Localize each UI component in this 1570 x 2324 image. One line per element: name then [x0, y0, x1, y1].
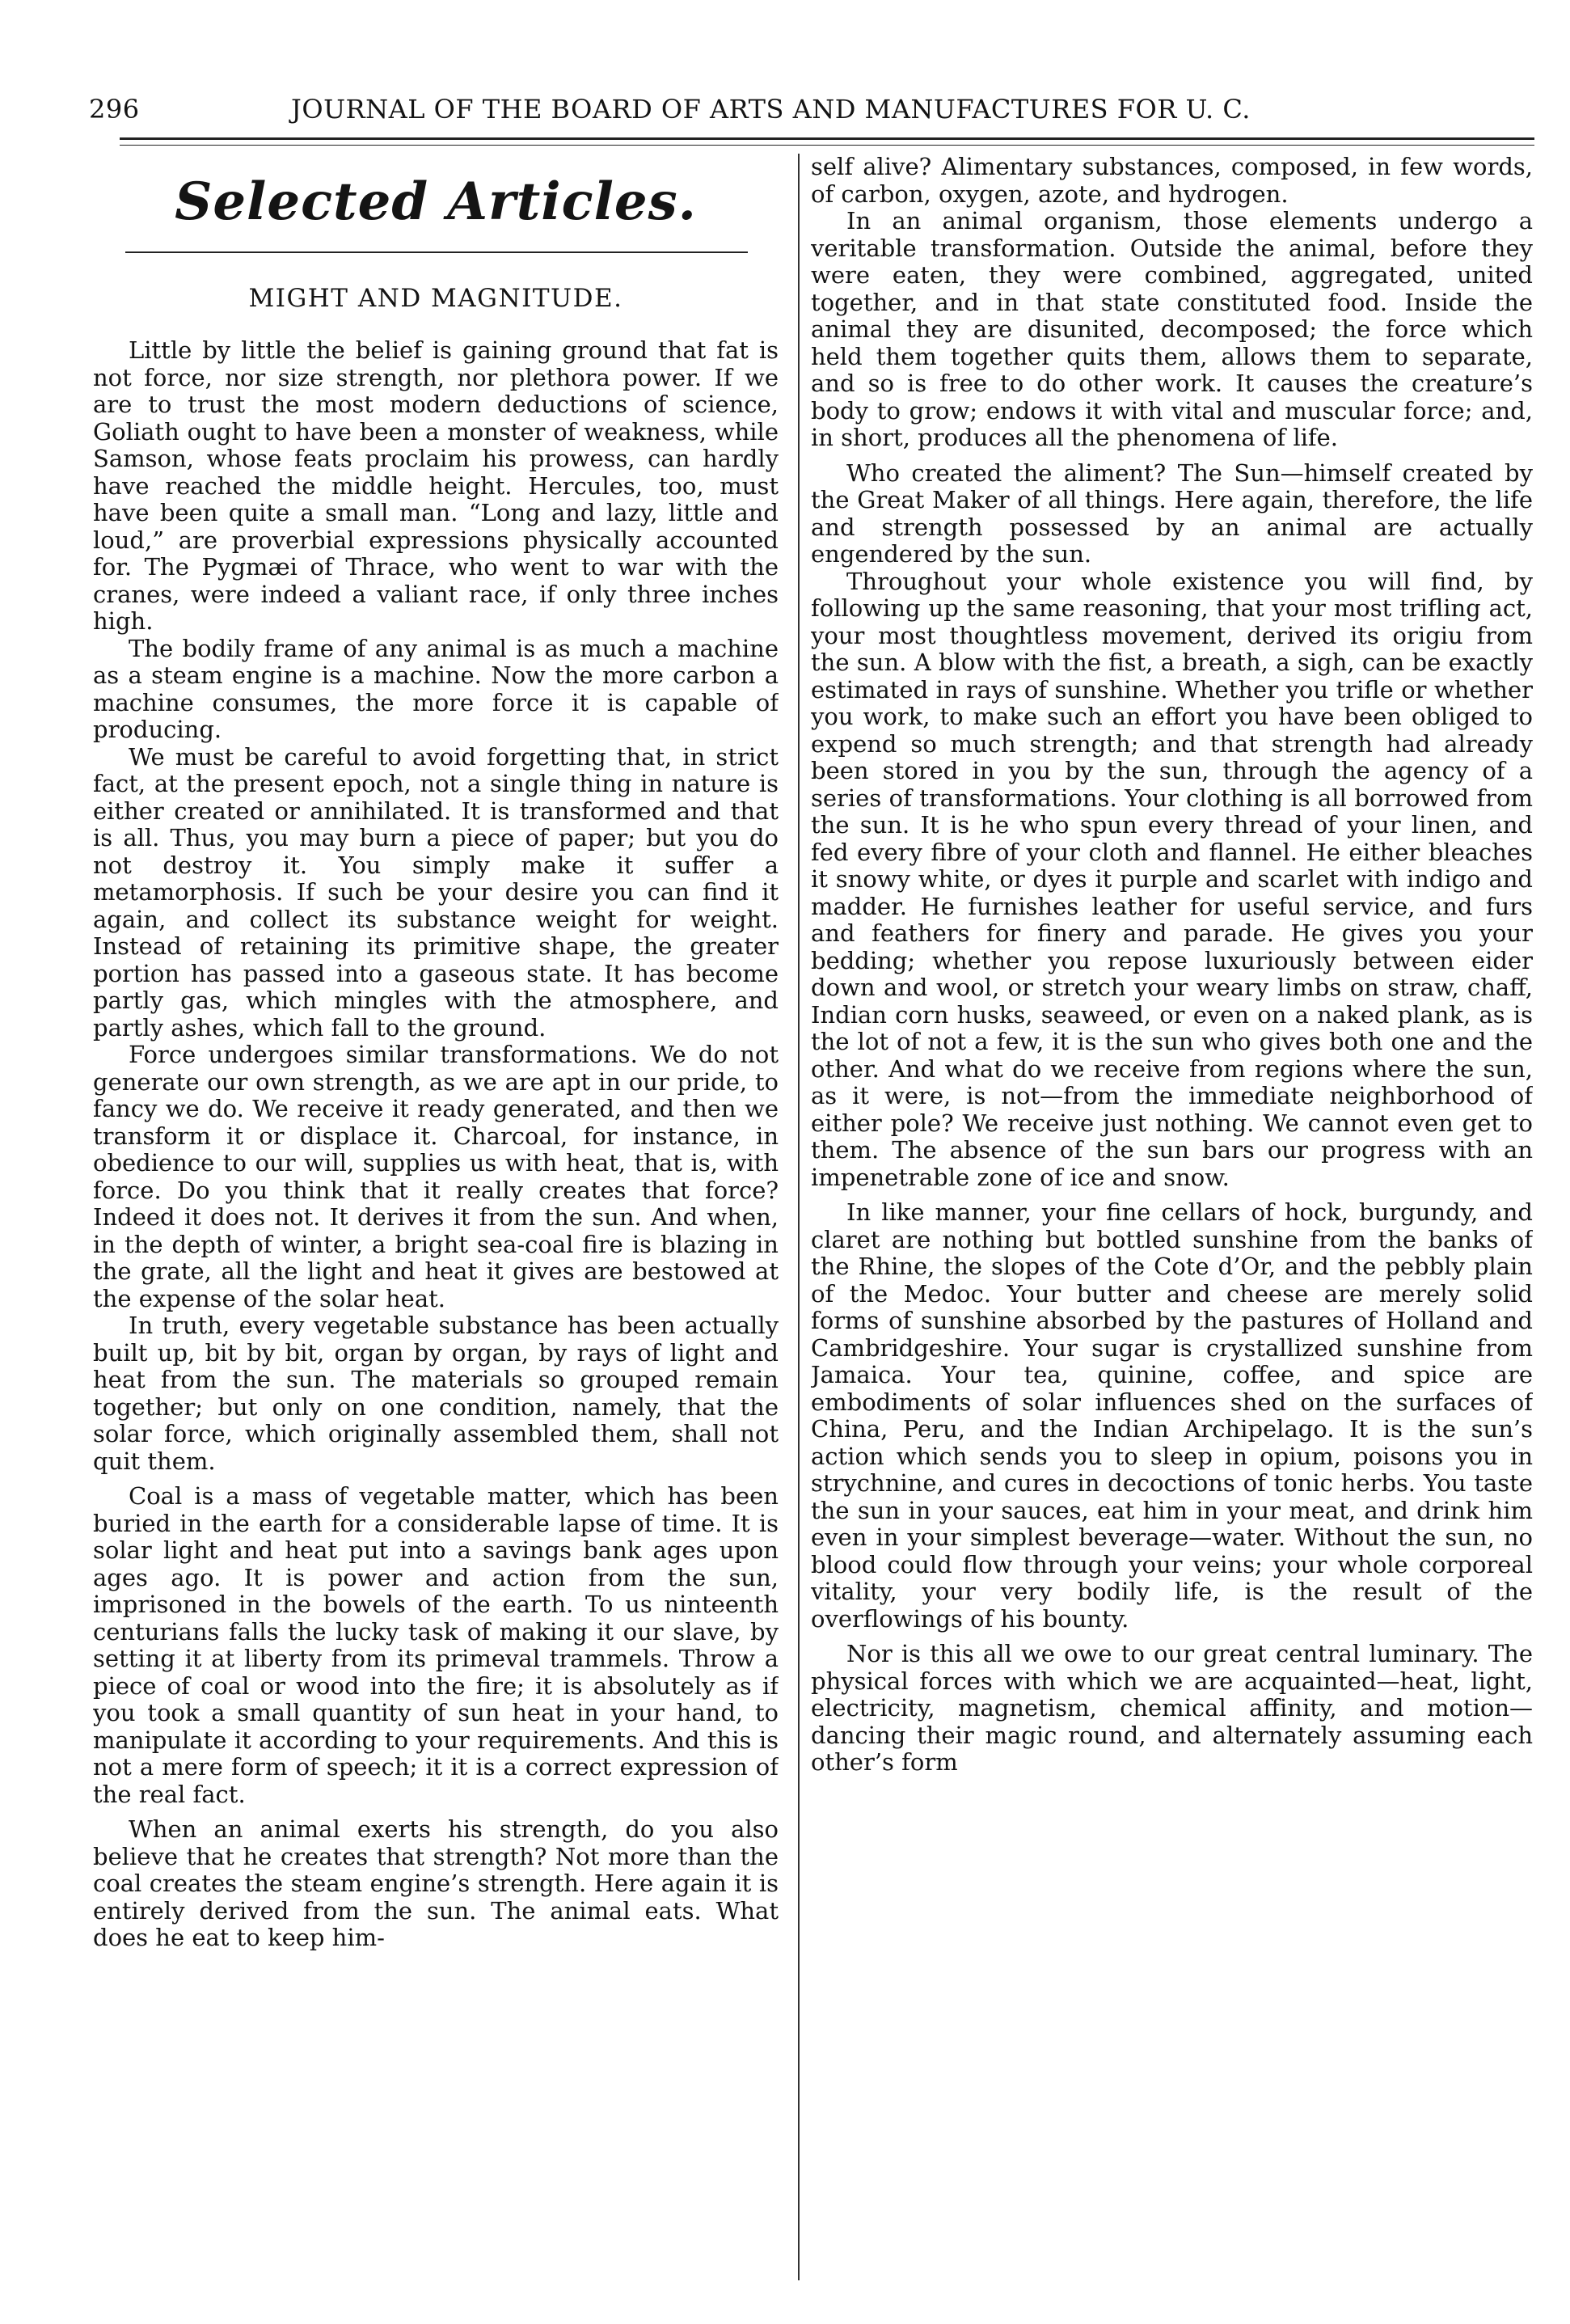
paragraph: We must be careful to avoid forgetting that, in strict fact, at the present epoch, not a single thing in nature is either created or annihilated. It is transformed and that is all. Thus, you may burn a piece of paper; but you do not destroy it. You simply make it suffer a metamorphosis. If such be your desire you can find it again, and collect its substance weight for weight. Instead of retaining its primitive shape, the greater portion has passed into a gaseous state. It has become partly gas, which mingles with the atmosphere, and partly ashes, which fall to the ground. — [93, 742, 779, 1042]
page-number: 296 — [89, 94, 140, 125]
paragraph: In like manner, your fine cellars of hock, burgundy, and claret are nothing but bottled sunshine from the banks of the Rhine, the slopes of the Cote d’Or, and the pebbly plain of the Medoc. Your butter and cheese are merely solid forms of sunshine absorbed by the pastures of Holland and Cambridgeshire. Your sugar is crystallized sunshine from Jamaica. Your tea, quinine, coffee, and spice are embodiments of solar influences shed on the surfaces of China, Peru, and the Indian Archipelago. It is the sun’s action which sends you to sleep in opium, poisons you in strychnine, and cures in decoctions of tonic herbs. You taste the sun in your sauces, eat him in your meat, and drink him even in your simplest beverage—water. Without the sun, no blood could flow through your veins; your whole corporeal vitality, your very bodily life, is the result of the overflowings of his bounty. — [811, 1198, 1533, 1633]
header-double-rule — [120, 137, 1534, 146]
column-divider — [798, 154, 800, 2280]
section-heading-rule — [125, 251, 748, 253]
paragraph: Force undergoes similar transformations. We do not generate our own strength, as we are apt in our pride, to fancy we do. We receive it ready generated, and then we transform it or displace it. Charcoal, for instance, in obedience to our will, supplies us with heat, that is, with force. Do you think that it really creates that force? Indeed it does not. It derives it from the sun. And when, in the depth of winter, a bright sea-coal fire is blazing in the grate, all the light and heat it gives are bestowed at the expense of the solar heat. — [93, 1041, 779, 1312]
paragraph: Coal is a mass of vegetable matter, which has been buried in the earth for a considerable lapse of time. It is solar light and heat put into a savings bank ages upon ages ago. It is power and action from the sun, imprisoned in the bowels of the earth. To us ninteenth centurians falls the lucky task of making it our slave, by setting it at liberty from its primeval trammels. Throw a piece of coal or wood into the fire; it is absolutely as if you took a small quantity of sun heat in your hand, to manipulate it according to your requirements. And this is not a mere form of speech; it it is a correct expression of the real fact. — [93, 1482, 779, 1808]
paragraph: When an animal exerts his strength, do you also believe that he creates that strength? Not more than the coal creates the steam engine’s strength. Here again it is entirely derived from the sun. The animal eats. What does he eat to keep him- — [93, 1815, 779, 1951]
running-head — [89, 91, 1350, 128]
journal-title: JOURNAL OF THE BOARD OF ARTS AND MANUFACTURES FOR U. C. — [291, 94, 1251, 125]
left-column — [93, 158, 779, 2284]
paragraph: Who created the aliment? The Sun—himself created by the Great Maker of all things. Here again, therefore, the life and strength possessed by an animal are actually engendered by the sun. — [811, 458, 1533, 568]
paragraph: The bodily frame of any animal is as much a machine as a steam engine is a machine. Now the more carbon a machine consumes, the more force it is capable of producing. — [93, 634, 779, 743]
paragraph: self alive? Alimentary substances, composed, in few words, of carbon, oxygen, azote, and hydrogen. — [811, 154, 1533, 208]
article-title: MIGHT AND MAGNITUDE. — [248, 284, 623, 313]
paragraph: Nor is this all we owe to our great central luminary. The physical forces with which we are acquainted—heat, light, electricity, magnetism, chemical affinity, and motion—dancing their magic round, and alternately assuming each other’s form — [811, 1640, 1533, 1776]
right-column — [811, 154, 1533, 2280]
section-heading: Selected Articles. — [175, 171, 697, 232]
paragraph: In truth, every vegetable substance has been actually built up, bit by bit, organ by organ, by rays of light and heat from the sun. The materials so grouped remain together; but only on one condition, namely, that the solar force, which originally assembled them, shall not quit them. — [93, 1312, 779, 1475]
paragraph: Throughout your whole existence you will find, by following up the same reasoning, that your most trifling act, your most thoughtless movement, derived its origiu from the sun. A blow with the fist, a breath, a sigh, can be exactly estimated in rays of sunshine. Whether you trifle or whether you work, to make such an effort you have been obliged to expend so much strength; and that strength had already been stored in you by the sun, through the agency of a series of transformations. Your clothing is all borrowed from the sun. It is he who spun every thread of your linen, and fed every fibre of your cloth and flannel. He either bleaches it snowy white, or dyes it purple and scarlet with indigo and madder. He furnishes leather for useful service, and furs and feathers for finery and parade. He gives you your bedding; whether you repose luxuriously between eider down and wool, or stretch your weary limbs on straw, chaff, Indian corn husks, seaweed, or even on a naked plank, as is the lot of not a few, it is the sun who gives both one and the other. And what do we receive from regions where the sun, as it were, is not—from the immediate neighborhood of either pole? We receive just nothing. We cannot even get to them. The absence of the sun bars our progress with an impenetrable zone of ice and snow. — [811, 567, 1533, 1191]
paragraph: In an animal organism, those elements undergo a veritable transformation. Outside the animal, before they were eaten, they were combined, aggregated, united together, and in that state constituted food. Inside the animal they are disunited, decomposed; the force which held them together quits them, allows them to separate, and so is free to do other work. It causes the creature’s body to grow; endows it with vital and muscular force; and, in short, produces all the phenomena of life. — [811, 207, 1533, 451]
paragraph: Little by little the belief is gaining ground that fat is not force, nor size strength, nor plethora power. If we are to trust the most modern deductions of science, Goliath ought to have been a monster of weakness, while Samson, whose feats proclaim his prowess, can hardly have reached the middle height. Hercules, too, must have been quite a small man. “Long and lazy, little and loud,” are proverbial expressions physically accounted for. The Pygmæi of Thrace, who went to war with the cranes, were indeed a valiant race, if only three inches high. — [93, 336, 779, 635]
